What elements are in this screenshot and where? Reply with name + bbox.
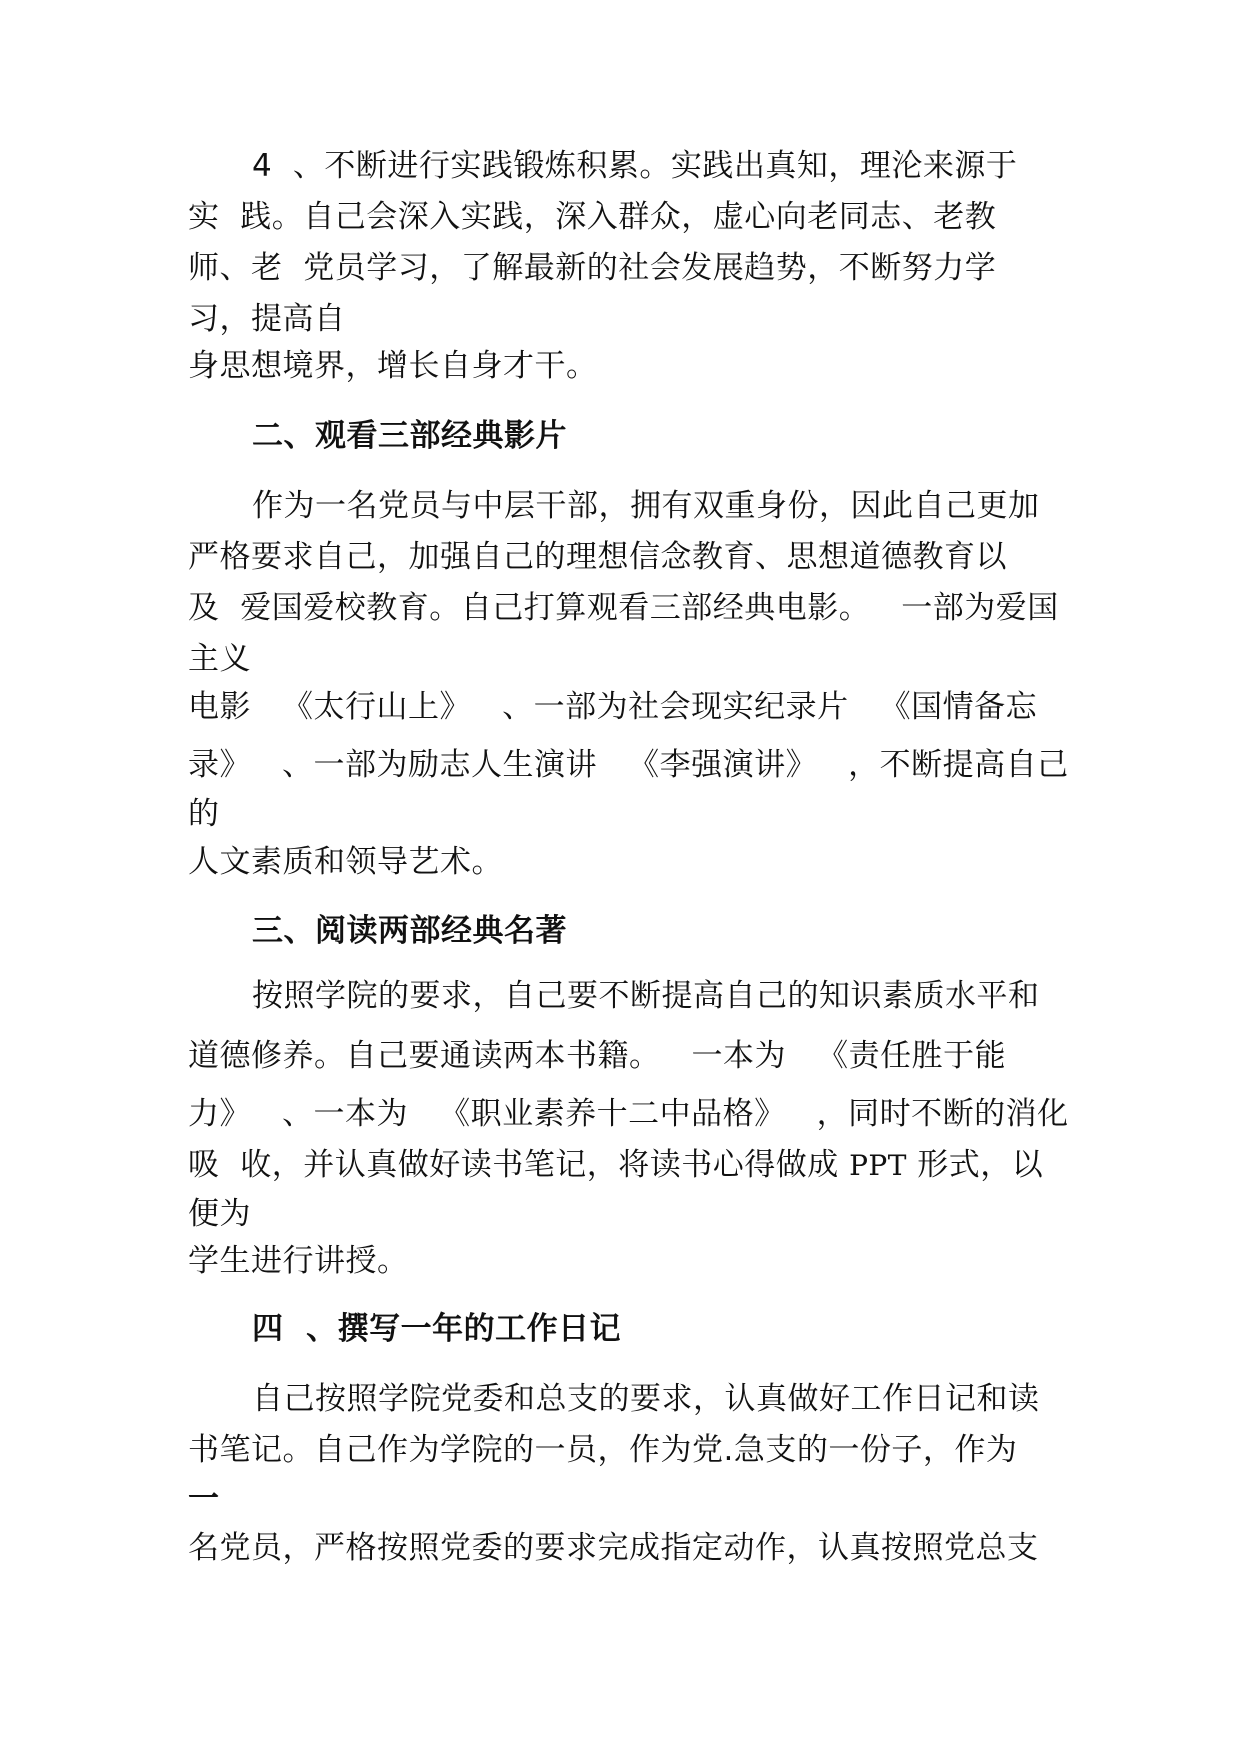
section3-line-6: 学生进行讲授。 — [188, 1243, 409, 1279]
section2-line-8: 人文素质和领导艺术。 — [188, 844, 503, 880]
section2-line-5: 电影 《太行山上》 、一部为社会现实纪录片 《国情备忘 — [188, 689, 1038, 725]
section3-line-4-ppt: PPT — [849, 1149, 907, 1182]
section4-line-1: 自己按照学院党委和总支的要求，认真做好工作日记和读 — [252, 1381, 1040, 1417]
section3-line-4-text-a: 吸 收，并认真做好读书笔记，将读书心得做成 — [188, 1147, 850, 1183]
section2-line-7: 的 — [188, 796, 220, 832]
item4-line-4: 习，提高自 — [188, 301, 346, 337]
section2-line-1: 作为一名党员与中层干部，拥有双重身份，因此自己更加 — [252, 488, 1040, 524]
section3-line-1: 按照学院的要求，自己要不断提高自己的知识素质水平和 — [252, 978, 1040, 1014]
section2-line-4: 主义 — [188, 641, 251, 677]
item4-line-1: 4 、不断进行实践锻炼积累。实践出真知，理沦来源于 — [252, 148, 1018, 184]
section2-line-6: 录》 、一部为励志人生演讲 《李强演讲》 ，不断提高自己 — [188, 747, 1069, 783]
item4-line-5: 身思想境界，增长自身才干。 — [188, 348, 598, 384]
section2-line-3: 及 爱国爱校教育。自己打算观看三部经典电影。 一部为爱国 — [188, 590, 1059, 626]
section2-line-2: 严格要求自己，加强自己的理想信念教育、思想道德教育以 — [188, 539, 1007, 575]
section3-line-5: 便为 — [188, 1196, 251, 1232]
section4-line-2: 书笔记。自己作为学院的一员，作为党.急支的一份子，作为 — [188, 1432, 1018, 1468]
item4-line-2: 实 践。自己会深入实践，深入群众，虚心向老同志、老教 — [188, 199, 997, 235]
section4-line-3: 一 — [188, 1481, 220, 1517]
section2-heading: 二、观看三部经典影片 — [252, 418, 567, 454]
section4-line-4: 名党员，严格按照党委的要求完成指定动作，认真按照党总支 — [188, 1530, 1039, 1566]
section3-line-2: 道德修养。自己要通读两本书籍。 一本为 《责任胜于能 — [188, 1038, 1007, 1074]
item4-line-3: 师、老 党员学习，了解最新的社会发展趋势，不断努力学 — [188, 250, 997, 286]
section3-line-4-text-c: 形式，以 — [906, 1147, 1044, 1183]
section3-heading: 三、阅读两部经典名著 — [252, 913, 567, 949]
section4-heading: 四 、撰写一年的工作日记 — [252, 1311, 622, 1347]
section3-line-3: 力》 、一本为 《职业素养十二中品格》 ，同时不断的消化 — [188, 1096, 1069, 1132]
section3-line-4 — [188, 1145, 1043, 1186]
